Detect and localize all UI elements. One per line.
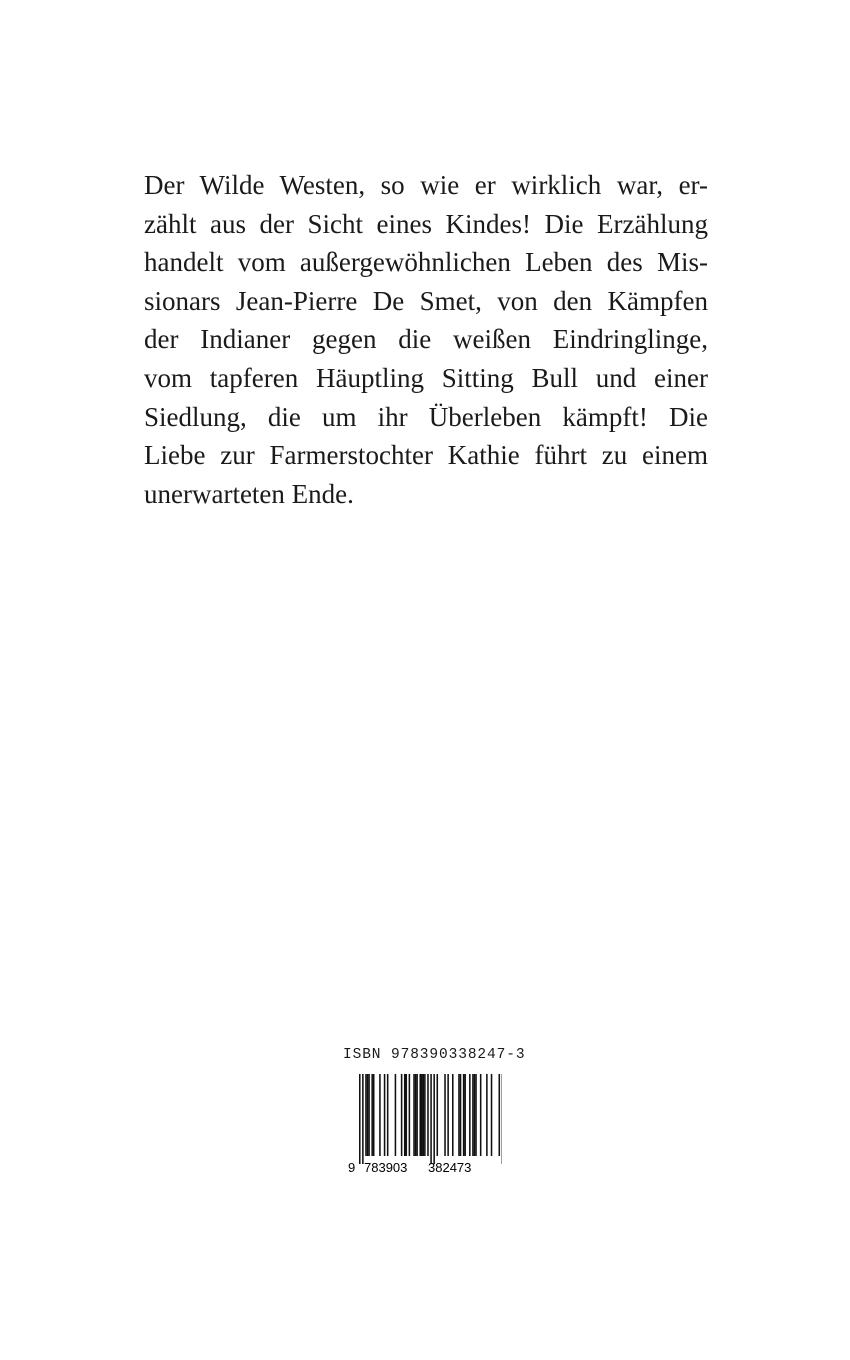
blurb-line: Liebe zur Farmerstochter Kathie führt zu einem [144,440,708,471]
barcode-bar [458,1074,460,1156]
barcode-digits-left: 783903 [364,1160,408,1174]
barcode-bar [367,1074,369,1156]
barcode-bar [362,1074,364,1164]
barcode-bar [404,1074,406,1156]
blurb-line: vom tapferen Häuptling Sitting Bull und einer [144,362,708,393]
barcode-bar [373,1074,375,1156]
barcode-bar [491,1074,493,1156]
barcode-bar [419,1074,421,1156]
blurb-line: zählt aus der Sicht eines Kindes! Die Erzählung [144,208,708,239]
back-cover-blurb [144,166,708,513]
barcode-bar [444,1074,446,1156]
barcode-bar [433,1074,435,1164]
barcode-bar [359,1074,361,1164]
barcode-bars [359,1074,502,1164]
barcode-bar [424,1074,426,1156]
blurb-line: sionars Jean-Pierre De Smet, von den Kämpfen [144,285,708,316]
barcode-bar [463,1074,465,1156]
barcode-digit-first: 9 [348,1160,356,1174]
barcode-bar [409,1074,411,1156]
barcode-bar [387,1074,389,1156]
barcode-bar [472,1074,474,1156]
barcode-bar [379,1074,381,1156]
barcode-bar [469,1074,471,1156]
barcode-bar [423,1074,425,1156]
blurb-line: der Indianer gegen die weißen Eindringlinge, [144,324,708,355]
barcode-bar [475,1074,477,1156]
isbn-label: ISBN 978390338247-3 [343,1047,526,1063]
barcode-bar [447,1074,449,1156]
barcode-bar [371,1074,373,1156]
barcode-bar [430,1074,432,1164]
isbn-barcode-block [342,1047,526,1174]
barcode-bar [437,1074,439,1156]
barcode-digits-right: 382473 [428,1160,472,1174]
barcode-bar [460,1074,462,1156]
barcode-bar [486,1074,488,1156]
barcode-bar [395,1074,397,1156]
barcode-bar [427,1074,429,1156]
barcode-bar [416,1074,418,1156]
blurb-line: Siedlung, die um ihr Überleben kämpft! Die [144,401,708,432]
barcode-bar [413,1074,415,1156]
barcode-bar [368,1074,370,1156]
barcode-bar [474,1074,476,1156]
barcode-bar [421,1074,423,1156]
blurb-line: Der Wilde Westen, so wie er wirklich war, er- [144,170,708,200]
barcode-bar [452,1074,454,1156]
barcode-bar [499,1074,501,1156]
barcode-bar [406,1074,408,1156]
blurb-line: handelt vom außergewöhnlichen Leben des Mis- [144,247,708,278]
barcode-bar [401,1074,403,1156]
barcode-bar [415,1074,417,1156]
blurb-line: unerwarteten Ende. [144,478,354,509]
barcode-bar [384,1074,386,1156]
barcode-bar [464,1074,466,1156]
barcode-bar [480,1074,482,1156]
barcode-image [342,1074,502,1174]
barcode-bar [365,1074,367,1156]
